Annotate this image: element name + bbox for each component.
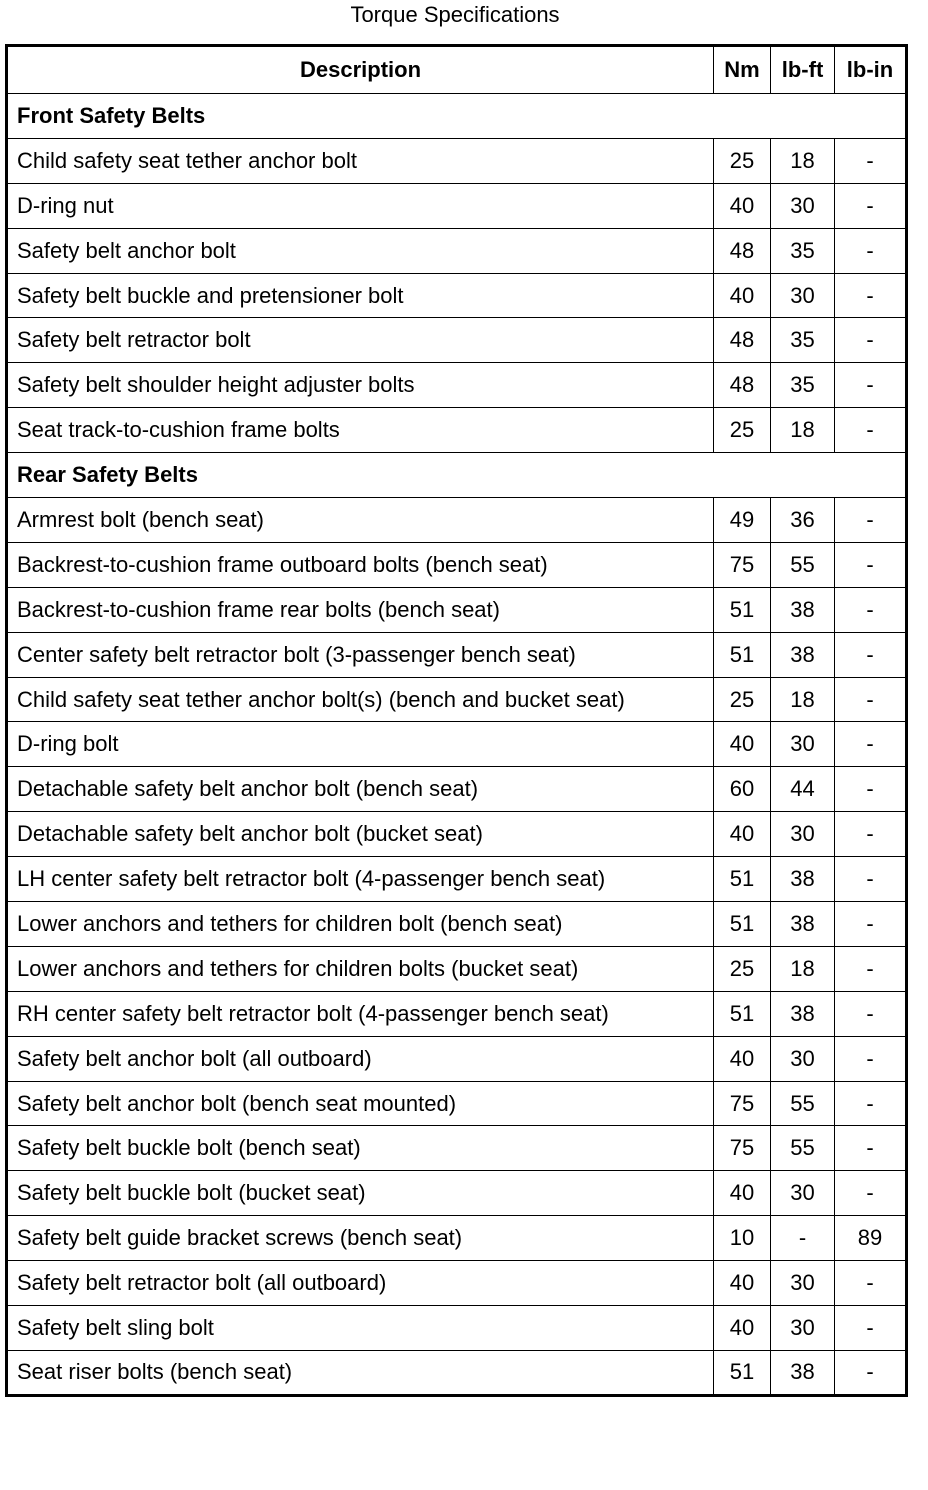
cell-lbin: - [835,408,907,453]
cell-description: Safety belt anchor bolt (bench seat mounted) [7,1081,714,1126]
cell-lbin: - [835,1261,907,1306]
cell-lbft: 44 [771,767,835,812]
table-row [7,587,907,632]
cell-description: Child safety seat tether anchor bolt(s) (bench and bucket seat) [7,677,714,722]
cell-lbin: - [835,587,907,632]
table-row [7,767,907,812]
column-header-description: Description [7,46,714,94]
table-row [7,318,907,363]
cell-lbin: - [835,857,907,902]
cell-lbin: - [835,1350,907,1395]
section-header-row [7,453,907,498]
cell-lbft: 30 [771,1036,835,1081]
section-header-row [7,94,907,139]
cell-lbft: 35 [771,363,835,408]
cell-nm: 40 [714,1261,771,1306]
table-row [7,1126,907,1171]
cell-lbft: 18 [771,677,835,722]
table-row [7,138,907,183]
cell-nm: 25 [714,408,771,453]
cell-lbft: 38 [771,632,835,677]
cell-nm: 25 [714,946,771,991]
cell-nm: 40 [714,1171,771,1216]
table-body [7,94,907,1396]
cell-lbft: 30 [771,1261,835,1306]
table-row [7,1216,907,1261]
cell-lbin: - [835,991,907,1036]
table-row [7,273,907,318]
cell-nm: 51 [714,632,771,677]
table-row [7,632,907,677]
cell-lbft: 35 [771,318,835,363]
cell-nm: 40 [714,1036,771,1081]
cell-nm: 75 [714,1081,771,1126]
table-row [7,183,907,228]
table-row [7,363,907,408]
cell-lbft: 30 [771,273,835,318]
cell-lbft: 55 [771,542,835,587]
cell-lbft: 18 [771,138,835,183]
cell-nm: 51 [714,857,771,902]
section-heading: Rear Safety Belts [7,453,907,498]
cell-description: Safety belt anchor bolt (all outboard) [7,1036,714,1081]
cell-lbin: - [835,273,907,318]
cell-lbin: 89 [835,1216,907,1261]
cell-lbft: 18 [771,408,835,453]
cell-lbin: - [835,946,907,991]
cell-lbft: 36 [771,498,835,543]
cell-description: Armrest bolt (bench seat) [7,498,714,543]
cell-description: Safety belt sling bolt [7,1306,714,1351]
cell-lbin: - [835,722,907,767]
cell-nm: 51 [714,587,771,632]
cell-lbin: - [835,498,907,543]
section-heading: Front Safety Belts [7,94,907,139]
cell-description: Safety belt guide bracket screws (bench seat) [7,1216,714,1261]
cell-nm: 40 [714,273,771,318]
table-row [7,1036,907,1081]
cell-description: Safety belt buckle bolt (bucket seat) [7,1171,714,1216]
cell-description: D-ring nut [7,183,714,228]
cell-lbft: 38 [771,587,835,632]
table-row [7,1306,907,1351]
cell-lbin: - [835,1306,907,1351]
table-row [7,228,907,273]
cell-description: Center safety belt retractor bolt (3-passenger bench seat) [7,632,714,677]
cell-lbin: - [835,767,907,812]
cell-description: Child safety seat tether anchor bolt [7,138,714,183]
cell-lbft: 55 [771,1126,835,1171]
cell-lbft: 55 [771,1081,835,1126]
cell-lbft: 30 [771,812,835,857]
cell-lbft: 18 [771,946,835,991]
table-row [7,991,907,1036]
table-row [7,1171,907,1216]
cell-nm: 40 [714,812,771,857]
table-row [7,408,907,453]
cell-lbin: - [835,183,907,228]
cell-description: Safety belt buckle bolt (bench seat) [7,1126,714,1171]
cell-nm: 25 [714,677,771,722]
cell-nm: 40 [714,722,771,767]
cell-nm: 75 [714,1126,771,1171]
table-row [7,542,907,587]
cell-description: Backrest-to-cushion frame outboard bolts (bench seat) [7,542,714,587]
table-row [7,677,907,722]
cell-nm: 10 [714,1216,771,1261]
table-header-row [7,46,907,94]
cell-lbft: 30 [771,722,835,767]
cell-lbft: 38 [771,991,835,1036]
cell-lbft: 38 [771,902,835,947]
cell-lbft: 30 [771,1171,835,1216]
cell-lbin: - [835,542,907,587]
table-row [7,722,907,767]
column-header-nm: Nm [714,46,771,94]
table-row [7,946,907,991]
table-row [7,498,907,543]
cell-description: Lower anchors and tethers for children bolt (bench seat) [7,902,714,947]
cell-lbft: 38 [771,857,835,902]
cell-lbin: - [835,228,907,273]
cell-lbin: - [835,1126,907,1171]
table-row [7,1081,907,1126]
cell-nm: 25 [714,138,771,183]
cell-nm: 48 [714,318,771,363]
cell-description: RH center safety belt retractor bolt (4-passenger bench seat) [7,991,714,1036]
cell-description: Safety belt retractor bolt [7,318,714,363]
cell-nm: 51 [714,1350,771,1395]
cell-lbin: - [835,812,907,857]
cell-lbft: 35 [771,228,835,273]
cell-description: Safety belt retractor bolt (all outboard) [7,1261,714,1306]
cell-description: Safety belt buckle and pretensioner bolt [7,273,714,318]
table-row [7,812,907,857]
cell-lbft: 30 [771,183,835,228]
cell-lbin: - [835,1081,907,1126]
cell-description: D-ring bolt [7,722,714,767]
cell-description: Seat riser bolts (bench seat) [7,1350,714,1395]
table-row [7,1261,907,1306]
cell-lbft: - [771,1216,835,1261]
cell-nm: 40 [714,1306,771,1351]
torque-spec-table [5,44,908,1397]
table-row [7,902,907,947]
cell-nm: 51 [714,902,771,947]
column-header-lbin: lb-in [835,46,907,94]
cell-nm: 48 [714,363,771,408]
cell-lbin: - [835,632,907,677]
cell-description: Detachable safety belt anchor bolt (bucket seat) [7,812,714,857]
cell-nm: 60 [714,767,771,812]
column-header-lbft: lb-ft [771,46,835,94]
cell-description: Backrest-to-cushion frame rear bolts (bench seat) [7,587,714,632]
cell-description: Safety belt anchor bolt [7,228,714,273]
cell-lbin: - [835,318,907,363]
cell-lbft: 30 [771,1306,835,1351]
cell-lbin: - [835,363,907,408]
table-row [7,1350,907,1395]
cell-nm: 48 [714,228,771,273]
cell-lbin: - [835,1036,907,1081]
cell-description: Safety belt shoulder height adjuster bolts [7,363,714,408]
cell-description: Seat track-to-cushion frame bolts [7,408,714,453]
cell-lbin: - [835,138,907,183]
cell-description: Lower anchors and tethers for children bolts (bucket seat) [7,946,714,991]
cell-description: LH center safety belt retractor bolt (4-passenger bench seat) [7,857,714,902]
cell-nm: 49 [714,498,771,543]
cell-description: Detachable safety belt anchor bolt (bench seat) [7,767,714,812]
cell-nm: 51 [714,991,771,1036]
cell-nm: 40 [714,183,771,228]
cell-lbft: 38 [771,1350,835,1395]
table-row [7,857,907,902]
cell-lbin: - [835,1171,907,1216]
cell-nm: 75 [714,542,771,587]
page-title: Torque Specifications [350,2,560,27]
cell-lbin: - [835,677,907,722]
cell-lbin: - [835,902,907,947]
